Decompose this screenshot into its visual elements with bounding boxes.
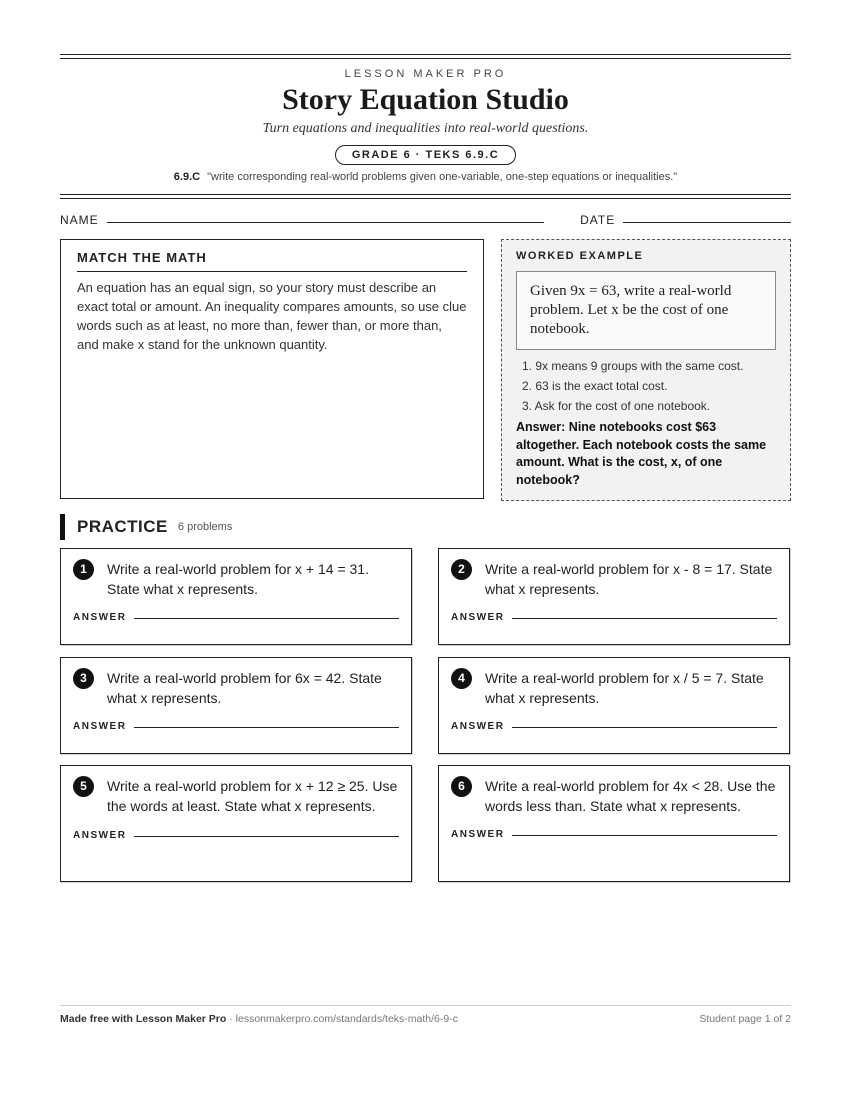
intro-row <box>60 239 791 501</box>
worked-title: WORKED EXAMPLE <box>516 250 644 262</box>
problem-text: Write a real-world problem for 4x < 28. Use the words less than. State what x represents. <box>485 778 776 814</box>
answer-field[interactable] <box>134 836 399 837</box>
footer-page: Student page 1 of 2 <box>699 1013 791 1025</box>
worked-steps <box>516 356 776 416</box>
answer-label: ANSWER <box>73 721 127 732</box>
worked-answer: Answer: Nine notebooks cost $63 altogether. Each notebook costs the same amount. What is the cost, x, of one notebook? <box>516 420 767 487</box>
answer-label: ANSWER <box>451 829 505 840</box>
worked-step: 1. 9x means 9 groups with the same cost. <box>522 359 744 373</box>
name-date-row <box>60 213 791 227</box>
answer-field[interactable] <box>134 727 399 728</box>
problem-number: 1 <box>73 559 94 580</box>
practice-grid <box>60 548 791 888</box>
problem-number: 4 <box>451 668 472 689</box>
problem-text: Write a real-world problem for x - 8 = 17. State what x represents. <box>485 561 773 597</box>
date-label: DATE <box>580 213 616 227</box>
practice-title: PRACTICE <box>77 517 168 536</box>
problem-text: Write a real-world problem for x + 14 = 31. State what x represents. <box>107 561 369 597</box>
top-double-rule <box>60 54 791 59</box>
problem-card <box>60 765 412 882</box>
practice-header <box>60 514 791 540</box>
name-field[interactable] <box>107 221 544 223</box>
problem-number: 3 <box>73 668 94 689</box>
footer <box>60 1005 791 1025</box>
answer-label: ANSWER <box>451 612 505 623</box>
match-the-math-box <box>60 239 484 499</box>
answer-field[interactable] <box>512 727 777 728</box>
answer-row <box>451 829 777 840</box>
problem-number: 6 <box>451 776 472 797</box>
problem-text: Write a real-world problem for x + 12 ≥ 25. Use the words at least. State what x represents. <box>107 778 398 814</box>
answer-row <box>73 830 399 841</box>
problem-card <box>438 765 790 882</box>
problem-text: Write a real-world problem for x / 5 = 7. State what x represents. <box>485 670 764 706</box>
answer-field[interactable] <box>134 618 399 619</box>
answer-label: ANSWER <box>451 721 505 732</box>
page-title: Story Equation Studio <box>282 83 569 116</box>
problem-card <box>438 657 790 754</box>
practice-count: 6 problems <box>177 521 233 533</box>
problem-number: 5 <box>73 776 94 797</box>
date-field[interactable] <box>623 221 791 223</box>
footer-link[interactable]: · lessonmakerpro.com/standards/teks-math/6-9-c <box>226 1013 458 1025</box>
grade-badge: GRADE 6 · TEKS 6.9.C <box>335 145 516 165</box>
answer-row <box>73 612 399 623</box>
brand-label: LESSON MAKER PRO <box>344 68 507 80</box>
standard-line <box>60 171 791 183</box>
problem-card <box>438 548 790 645</box>
problem-text: Write a real-world problem for 6x = 42. State what x represents. <box>107 670 382 706</box>
worked-example-box <box>501 239 791 501</box>
problem-card <box>60 657 412 754</box>
footer-made: Made free with Lesson Maker Pro <box>60 1013 227 1025</box>
answer-field[interactable] <box>512 835 777 836</box>
footer-credit <box>60 1013 458 1025</box>
worked-step: 3. Ask for the cost of one notebook. <box>522 399 711 413</box>
header <box>60 68 791 183</box>
problem-card <box>60 548 412 645</box>
name-label: NAME <box>60 213 99 227</box>
worked-step: 2. 63 is the exact total cost. <box>522 379 668 393</box>
standard-code: 6.9.C <box>173 171 201 183</box>
answer-field[interactable] <box>512 618 777 619</box>
answer-label: ANSWER <box>73 612 127 623</box>
worksheet-page <box>60 54 791 888</box>
worked-prompt: Given 9x = 63, write a real-world problem. Let x be the cost of one notebook. <box>516 271 776 350</box>
answer-row <box>73 721 399 732</box>
page-subtitle: Turn equations and inequalities into real-world questions. <box>262 121 589 136</box>
problem-number: 2 <box>451 559 472 580</box>
answer-row <box>451 612 777 623</box>
answer-row <box>451 721 777 732</box>
match-title: MATCH THE MATH <box>77 250 467 272</box>
match-text: An equation has an equal sign, so your story must describe an exact total or amount. An inequality compares amounts, so use clue words such as at least, no more than, fewer than, or more than, and make x stand for the unknown quantity. <box>77 280 467 352</box>
standard-text: "write corresponding real-world problems given one-variable, one-step equations or inequalities." <box>207 171 678 183</box>
header-bottom-rule <box>60 194 791 199</box>
answer-label: ANSWER <box>73 830 127 841</box>
